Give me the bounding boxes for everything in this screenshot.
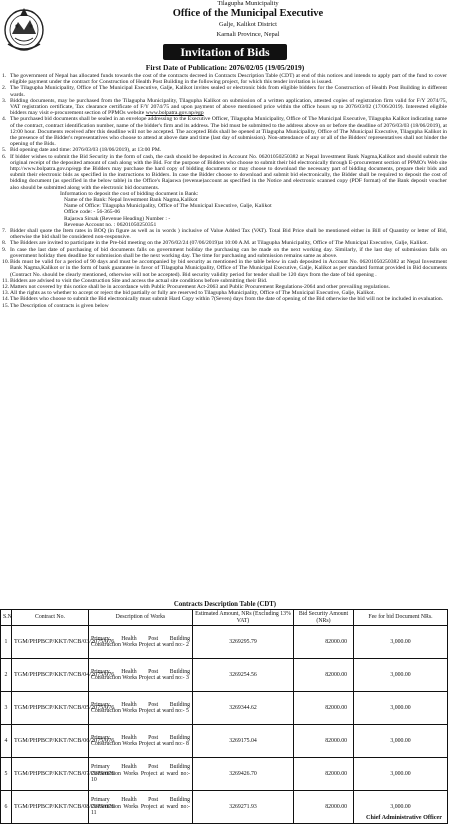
cell-bid-security: 82000.00 — [294, 725, 354, 758]
clause-6: 6. If bidder wishes to submit the Bid Security in the form of cash, the cash should be deposited in Account No. 06201050250382 at Nepal Investment Bank Nagma,Kalikot and should submit the original receipt of the deposited amount of cash along with the Bid. For the purpose of Bidders who choose to submit their bid electronically through E-procurement section of PPMO's Web site http://www.bolpatra.gov.np/egp the Bidders may purchase the hard copy of bidding documents or may choose to download the necessary part of bidding documents, prepare their bids and submit their electronic bids as specified in the instructions to Bidders. In case the Bidder choose to download and submit bid electronically, the Bidder shall be required to deposit the cost of bidding document (as specified in the below table) in the Office's Rajaswa (revenue)account as specified in the Notice and electronic scanned copy (PDF format) of the Bank deposit voucher also should be submitted along with the electronic bid documents. — [2, 153, 447, 191]
table-row — [1, 659, 448, 692]
clause-13: 13. All the rights as to whether to accept or reject the bid partially or fully are reserved to Tilagupha Municipality, Office of The Municipal Executive, Galje, Kalikot. — [2, 290, 376, 297]
cell-estimated-amount: 3269271.93 — [193, 791, 294, 824]
cell-bid-security: 82000.00 — [294, 758, 354, 791]
cell-sn: 3 — [1, 692, 12, 725]
address-line-2: Karnali Province, Nepal — [216, 31, 280, 38]
cell-contract-no: TGM/PHPBCP/KKT/NCB/03/2075/076 — [12, 626, 89, 659]
cell-contract-no: TGM/PHPBCP/KKT/NCB/07/2075/076 — [12, 758, 89, 791]
table-row — [1, 758, 448, 791]
column-header: Fee for bid Document NRs. — [354, 610, 448, 626]
clause-3: 3. Bidding documents, may be purchased from the Tilagupha Municipality, Tilagupha Kalikot on submission of a written application, attested copies of registration firm valid for F/Y 2074/75, VAT registration certificate, Tax clearance certificate of F/Y 2074/75 and upon payment of above mentioned price within the office hours up to 2076/03/02 (17/06/2019). Interested eligible bidders may visit e-procurement section of PPMOs website www.bolpatra.gov.np/egp — [2, 97, 447, 117]
cell-contract-no: TGM/PHPBCP/KKT/NCB/08/2075/076 — [12, 791, 89, 824]
cell-estimated-amount: 3269426.70 — [193, 758, 294, 791]
cell-bid-security: 82000.00 — [294, 791, 354, 824]
table-title: Contracts Description Table (CDT) — [173, 601, 277, 608]
column-header: Estimated Amount, NRs (Excluding 13% VAT) — [193, 610, 294, 626]
notice-banner: Invitation of Bids — [163, 44, 287, 60]
clause-14: 14. The Bidders who choose to submit the Bid electronically must submit Hard Copy within 7(Seven) days from the date of opening of the Bid otherwise the bid will not be included in evaluation. — [2, 296, 444, 303]
column-header: Bid Security Amount (NRs) — [294, 610, 354, 626]
cell-document-fee: 3,000.00 — [354, 626, 448, 659]
ppmo-website-link[interactable]: www.bolpatra.gov.np/egp — [145, 110, 204, 117]
cell-document-fee: 3,000.00 — [354, 725, 448, 758]
clause-10: 10. Bids must be valid for a period of 90 days and must be accompanied by bid security as mentioned in the table below in cash deposited in Account No. 06201050250382 at Nepal Investment Bank Nagma,Kalikot or in the form of bank guarantee in favor of Tilagupha Municipality, Office of The Municipal Executive, Galje, Kalikot as per standard format provided in Bid documents (Contract No. should be clearly mentioned, otherwise will not be accepted). Bid security validity period for tender shall be 120 days from the date of bid opening . — [2, 259, 447, 278]
deposit-info-intro: Information to deposit the cost of bidding document in Bank: — [60, 190, 199, 197]
nepal-emblem-icon — [2, 4, 46, 52]
clause-15: 15. The Description of contracts is given below — [2, 302, 109, 309]
cell-sn: 4 — [1, 725, 12, 758]
cell-document-fee: 3,000.00 — [354, 791, 448, 824]
cell-description: Primary Health Post Building Construction Works Project at ward no:- 5 — [89, 692, 193, 725]
cell-bid-security: 82000.00 — [294, 692, 354, 725]
publication-date: First Date of Publication: 2076/02/05 (19/05/2019) — [145, 63, 305, 72]
deposit-revenue-account: Revenue Account no. : 06201050250351 — [64, 221, 157, 228]
notice-body — [2, 73, 447, 309]
cell-description: Primary Health Post Building Construction Works Project at ward no:- 10 — [89, 758, 193, 791]
cell-description: Primary Health Post Building Construction Works Project at ward no:- 11 — [89, 791, 193, 824]
cell-bid-security: 82000.00 — [294, 626, 354, 659]
clause-1: 1. The government of Nepal has allocated funds towards the cost of the contracts decreed in Contracts Description Table (CDT) at end of this notices and intends to apply part of the fund to cover eligible payment under the contract for Construction of Health Post Building in the following project, for which this tender invitation is issued. — [2, 73, 447, 86]
deposit-revenue-heading: Rajaswa Sirsak (Revenue Heading) Number : - — [64, 215, 171, 222]
cell-description: Primary Health Post Building Construction Works Project at ward no:- 8 — [89, 725, 193, 758]
cell-sn: 1 — [1, 626, 12, 659]
cell-document-fee: 3,000.00 — [354, 659, 448, 692]
clause-7: 7. Bidder shall quote the Item rates in BOQ (in figure as well as in words ) inclusive of Value Added Tax (VAT). Total Bid Price shall be mentioned either in Bill of Quantity or letter of Bid, otherwise the bid shall be considered non-responsive. — [2, 228, 447, 241]
table-row — [1, 626, 448, 659]
deposit-office-name: Name of Office: Tilagupha Municipality, Office of The Municipal Executive, Galje, Kalikot — [64, 203, 272, 210]
signoff-title: Chief Administrative Officer — [366, 814, 442, 821]
clause-5: 5. Bid opening date and time: 2076/03/03 (18/06/2019), at 13:00 PM. — [2, 147, 162, 154]
cell-sn: 2 — [1, 659, 12, 692]
column-header: Description of Works — [89, 610, 193, 626]
cell-document-fee: 3,000.00 — [354, 692, 448, 725]
cell-document-fee: 3,000.00 — [354, 758, 448, 791]
office-title: Office of the Municipal Executive — [172, 8, 324, 19]
clause-11: 11. Bidders are advised to visit the Construction Site and access the actual site conditions before submitting their Bid. — [2, 277, 268, 284]
clause-2: 2. The Tilagupha Municipality, Office of The Municipal Executive, Galje, Kalikot invites sealed or electronic bids from eligible bidders for the Construction of Health Post Building in different wards. — [2, 85, 447, 98]
municipality-name: Tilagupha Municipality — [217, 0, 279, 7]
cell-sn: 6 — [1, 791, 12, 824]
deposit-office-code: Office code: - 56-365-06 — [64, 209, 121, 216]
cell-bid-security: 82000.00 — [294, 659, 354, 692]
cell-estimated-amount: 3269344.62 — [193, 692, 294, 725]
column-header: S.N — [1, 610, 12, 626]
cell-description: Primary Health Post Building Construction Works Project at ward no:- 2 — [89, 626, 193, 659]
cell-contract-no: TGM/PHPBCP/KKT/NCB/05/2075/076 — [12, 692, 89, 725]
table-row — [1, 692, 448, 725]
cell-sn: 5 — [1, 758, 12, 791]
table-row — [1, 725, 448, 758]
clause-9: 9. In case the last date of purchasing of bid documents falls on government holiday the purchasing can be made on the next working day. Similarly, if the last day of submission falls on government holiday then deadline for submission shall be the next working day. The time for purchasing and submission remains same as above. — [2, 246, 447, 259]
cell-contract-no: TGM/PHPBCP/KKT/NCB/04/2075/076 — [12, 659, 89, 692]
table-header-row — [1, 610, 448, 626]
clause-8: 8. The Bidders are invited to participate in the Pre-bid meeting on the 2076/02/24 (07/06/2019)at 10:00 A.M. at Tilagupha Municipality, Office of The Municipal Executive, Galje, Kalikot. — [2, 240, 429, 247]
address-line-1: Galje, Kalikot District — [219, 21, 277, 28]
column-header: Contract No. — [12, 610, 89, 626]
deposit-bank-name: Name of the Bank: Nepal Investment Bank Nagma,Kalikot — [64, 197, 198, 204]
cell-contract-no: TGM/PHPBCP/KKT/NCB/06/2075/076 — [12, 725, 89, 758]
clause-4: 4. The purchased bid documents shall be sealed in an envelope addressing to the Executive Officer, Tilagupha Municipality, Office of The Municipal Executive, Tilagupha Kalikot indicating name of the contract, contract identification number, name of the bidder's firm and its address. The bid must be submitted to the address above on or before the deadline of 2076/03/03 (18/06/2019), at 12:00 hour. Documents received after this deadline will not be accepted. The accepted Bids shall be opened at Tilagupha Municipality, Office of The Municipal Executive, Tilagupha Kalikot in the presence of the Bidder's representatives who choose to attend at above date and time (last day of submission). Non-attendance of any or all of the Bidders' representatives shall not hinder the opening of the Bids. — [2, 116, 447, 148]
cell-estimated-amount: 3269295.79 — [193, 626, 294, 659]
cell-description: Primary Health Post Building Construction Works Project at ward no:- 3 — [89, 659, 193, 692]
clause-12: 12. Matters not covered by this notice shall be in accordance with Public Procurement Act-2063 and Public Procurement Regulations-2064 and other prevailing regulations. — [2, 283, 391, 290]
cell-estimated-amount: 3269175.04 — [193, 725, 294, 758]
contracts-table — [0, 609, 448, 824]
cell-estimated-amount: 3269254.56 — [193, 659, 294, 692]
